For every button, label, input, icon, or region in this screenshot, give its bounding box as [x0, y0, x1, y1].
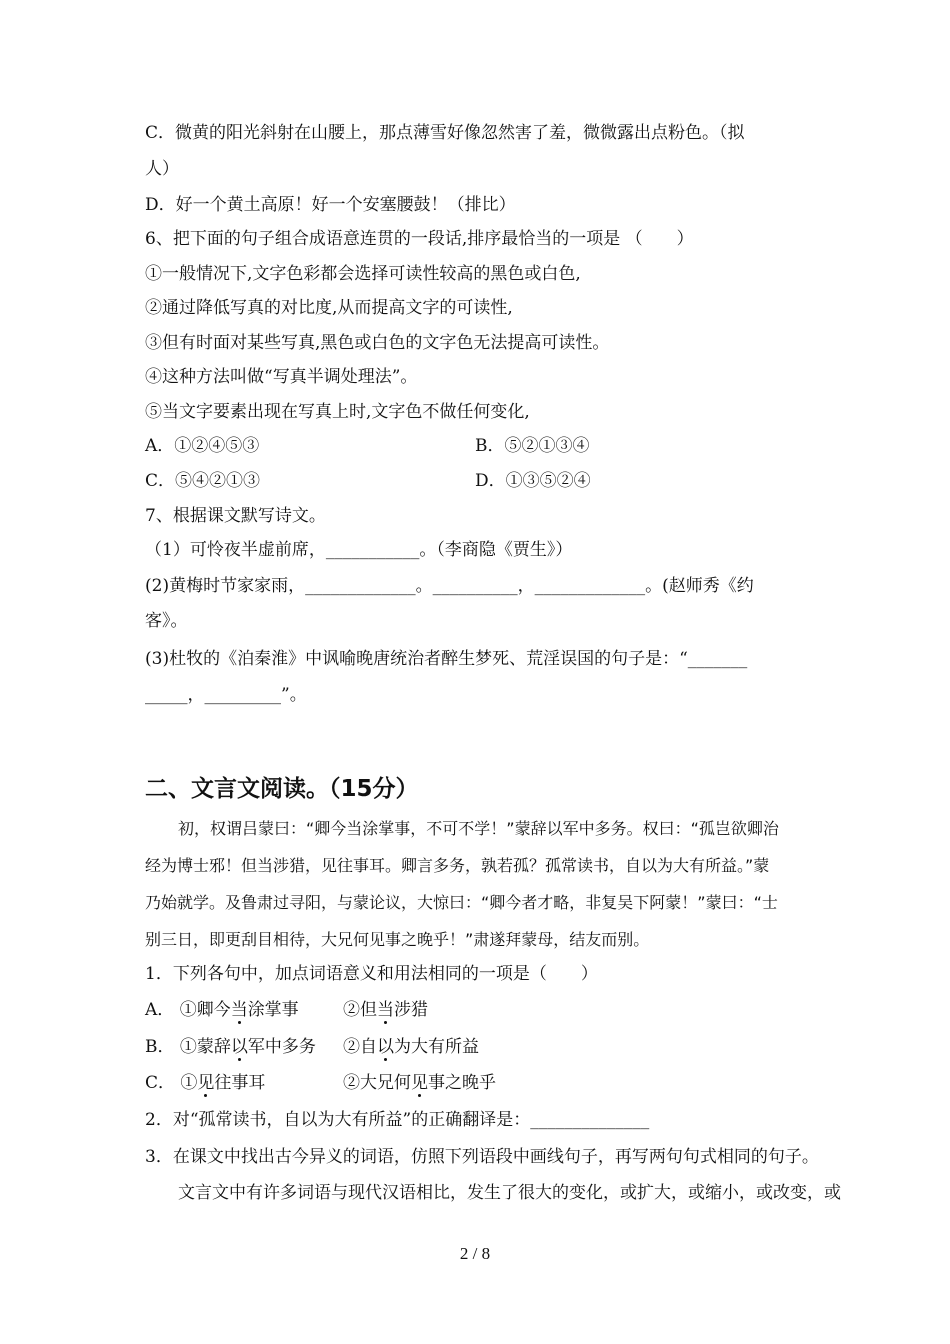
- emphasis-dot-char: 当: [230, 1000, 248, 1020]
- emphasis-dot-char: 见: [411, 1073, 428, 1093]
- q1-stem: 1．下列各句中，加点词语意义和用法相同的一项是（ ）: [145, 964, 598, 984]
- q7-item-3-line2: _____，_________”。: [145, 685, 307, 705]
- emphasis-dot-char: 以: [230, 1037, 248, 1057]
- q1-option-a: [145, 999, 299, 1021]
- page-number: 2 / 8: [459, 1244, 491, 1263]
- section-heading: 二、文言文阅读。（15分）: [145, 776, 419, 802]
- passage-line-2: 经为博士邪！但当涉猎，见往事耳。卿言多务，孰若孤？孤常读书，自以为大有所益。”蒙: [145, 856, 770, 875]
- q1-option-c: [145, 1072, 265, 1094]
- q2-stem: 2．对“孤常读书，自以为大有所益”的正确翻译是：______________: [145, 1110, 650, 1130]
- q6-stem: 6、把下面的句子组合成语意连贯的一段话,排序最恰当的一项是 （ ）: [145, 229, 694, 249]
- q7-item-2-line1: (2)黄梅时节家家雨，_____________。__________，_____________。(赵师秀《约: [145, 576, 754, 596]
- q6-sentence-5: ⑤当文字要素出现在写真上时,文字色不做任何变化,: [145, 402, 530, 422]
- q6-sentence-4: ④这种方法叫做“写真半调处理法”。: [145, 367, 418, 387]
- q5-option-c-line1: C．微黄的阳光斜射在山腰上，那点薄雪好像忽然害了羞，微微露出点粉色。（拟: [145, 123, 745, 143]
- q1-option-c-2: ②大兄何见事之晚乎: [343, 1073, 496, 1093]
- emphasis-dot-char: 以: [377, 1037, 394, 1057]
- q6-sentence-2: ②通过降低写真的对比度,从而提高文字的可读性,: [145, 298, 513, 318]
- q1-option-b-label: B．: [145, 1037, 175, 1057]
- q6-sentence-1: ①一般情况下,文字色彩都会选择可读性较高的黑色或白色,: [145, 264, 581, 284]
- q1-option-a-2: ②但当涉猎: [343, 1000, 428, 1020]
- emphasis-dot-char: 当: [377, 1000, 394, 1020]
- q7-stem: 7、根据课文默写诗文。: [145, 506, 326, 526]
- passage-line-1: 初，权谓吕蒙曰：“卿今当涂掌事，不可不学！”蒙辞以军中多务。权曰：“孤岂欲卿治: [178, 819, 779, 838]
- q6-option-a: A．①②④⑤③: [145, 436, 260, 456]
- q7-item-3-line1: (3)杜牧的《泊秦淮》中讽喻晚唐统治者醉生梦死、荒淫误国的句子是：“_______: [145, 649, 748, 669]
- q1-option-b-2: ②自以为大有所益: [343, 1037, 479, 1057]
- q7-item-2-line2: 客》。: [145, 611, 188, 631]
- q1-option-b-1: ①蒙辞以军中多务: [179, 1037, 316, 1057]
- q5-option-c-line2: 人）: [145, 159, 179, 179]
- passage-line-3: 乃始就学。及鲁肃过寻阳，与蒙论议，大惊曰：“卿今者才略，非复吴下阿蒙！”蒙曰：“士: [145, 893, 778, 912]
- q1-option-b: [145, 1036, 316, 1058]
- q7-item-1: （1）可怜夜半虚前席，___________。（李商隐《贾生》）: [145, 540, 573, 560]
- q5-option-d: D．好一个黄土高原！好一个安塞腰鼓！（排比）: [145, 195, 516, 215]
- q6-option-c: C．⑤④②①③: [145, 471, 261, 491]
- q6-option-d: D．①③⑤②④: [475, 471, 591, 491]
- q1-option-a-label: A．: [145, 1000, 175, 1020]
- passage-line-4: 别三日，即更刮目相待，大兄何见事之晚乎！”肃遂拜蒙母，结友而别。: [145, 930, 650, 949]
- q6-sentence-3: ③但有时面对某些写真,黑色或白色的文字色无法提高可读性。: [145, 333, 610, 353]
- q3-stem: 3．在课文中找出古今异义的词语，仿照下列语段中画线句子，再写两句句式相同的句子。: [145, 1147, 819, 1167]
- emphasis-dot-char: 见: [197, 1073, 215, 1093]
- q1-option-a-1: ①卿今当涂掌事: [179, 1000, 299, 1020]
- q3-text: 文言文中有许多词语与现代汉语相比，发生了很大的变化，或扩大，或缩小，或改变，或: [178, 1183, 841, 1203]
- q1-option-c-1: ①见往事耳: [180, 1073, 266, 1093]
- q1-option-c-label: C．: [145, 1073, 176, 1093]
- q6-option-b: B．⑤②①③④: [475, 436, 590, 456]
